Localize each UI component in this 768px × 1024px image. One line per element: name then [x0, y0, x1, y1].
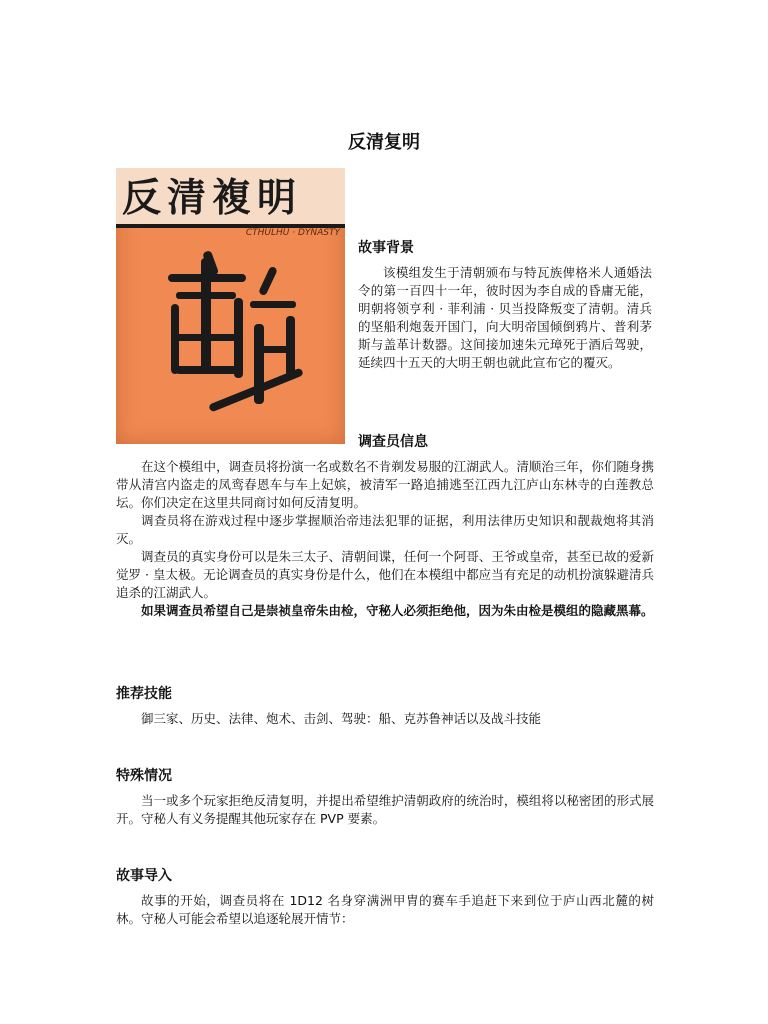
section-paragraph: 故事的开始，调查员将在 1D12 名身穿满洲甲胄的赛车手追赶下来到位于庐山西北麓的树林。守秘人可能会希望以追逐轮展开情节： — [116, 893, 654, 926]
section-paragraph: 调查员的真实身份可以是朱三太子、清朝间谍，任何一个阿哥、王爷或皇帝，甚至已故的爱新觉罗 · 皇太极。无论调查员的真实身份是什么，他们在本模组中都应当有充足的动机扮演躲避清兵追杀的江湖武人。 — [116, 549, 654, 600]
section-heading: 特殊情况 — [116, 768, 172, 784]
cover-subtitle: CTHULHU · DYNASTY — [245, 228, 340, 238]
cover-calligraphy-glyph — [146, 246, 316, 436]
section-background — [358, 238, 652, 372]
section-heading: 推荐技能 — [116, 686, 172, 702]
section-heading: 调查员信息 — [358, 434, 428, 450]
section-paragraph: 当一或多个玩家拒绝反清复明，并提出希望维护清朝政府的统治时，模组将以秘密团的形式展开。守秘人有义务提醒其他玩家存在 PVP 要素。 — [116, 793, 654, 826]
section-heading: 故事背景 — [358, 240, 414, 256]
section-intro — [116, 866, 654, 928]
hidden-mastermind-note: 如果调查员希望自己是崇祯皇帝朱由检，守秘人必须拒绝他，因为朱由检是模组的隐藏黑幕。 — [141, 603, 654, 618]
cover-image — [116, 168, 345, 444]
page-title: 反清复明 — [348, 132, 420, 153]
section-heading: 故事导入 — [116, 868, 172, 884]
section-investigators — [116, 432, 654, 620]
section-paragraph: 该模组发生于清朝颁布与特瓦族俾格米人通婚法令的第一百四十一年，彼时因为李自成的昏庸无能，明朝将领亨利 · 菲利浦 · 贝当投降叛变了清朝。清兵的坚船利炮轰开国门，向大明帝国倾倒鸦片、普利茅斯与盖革计数器。这间接加速朱元璋死于酒后驾驶，延续四十五天的大明王朝也就此宣布它的覆灭。 — [358, 265, 652, 370]
section-special — [116, 766, 654, 828]
cover-title: 反清複明 — [122, 175, 303, 221]
section-paragraph: 在这个模组中，调查员将扮演一名或数名不肯剃发易服的江湖武人。清顺治三年，你们随身携带从清宫内盗走的凤鸾春恩车与车上妃嫔，被清军一路追捕逃至江西九江庐山东林寺的白莲教总坛。你们决定在这里共同商讨如何反清复明。 — [116, 459, 654, 510]
section-paragraph: 御三家、历史、法律、炮术、击剑、驾驶：船、克苏鲁神话以及战斗技能 — [141, 711, 542, 726]
section-skills — [116, 684, 654, 728]
section-paragraph: 调查员将在游戏过程中逐步掌握顺治帝违法犯罪的证据，利用法律历史知识和靓裁炮将其消灭。 — [116, 513, 654, 546]
